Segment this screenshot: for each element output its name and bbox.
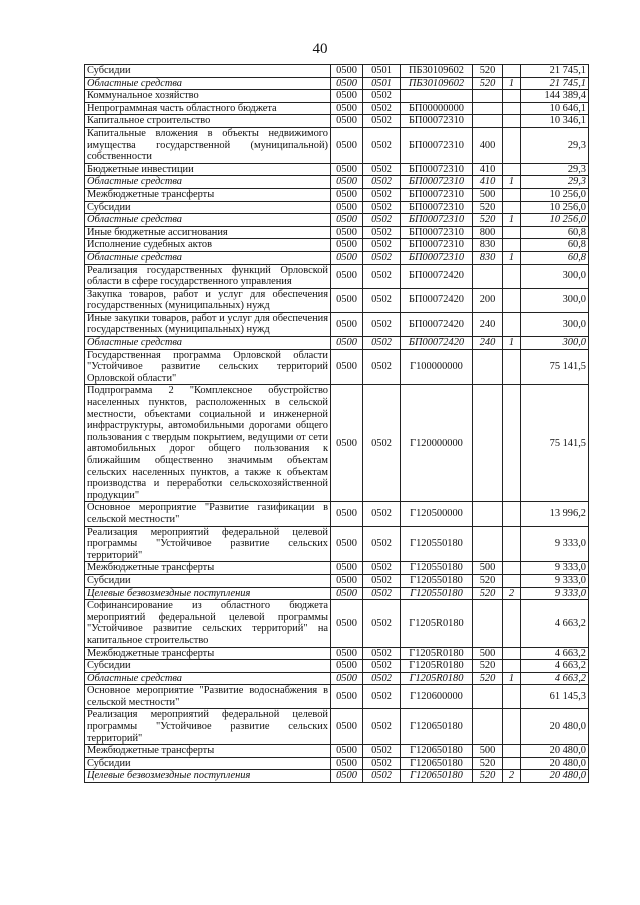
row-name-cell: Субсидии [85, 574, 331, 587]
row-name-cell: Основное мероприятие "Развитие газификации в сельской местности" [85, 502, 331, 526]
target-article-cell: БП00072310 [401, 226, 473, 239]
expense-type-cell: 410 [473, 176, 503, 189]
amount-cell: 20 480,0 [521, 745, 589, 758]
section-code-cell: 0500 [331, 312, 363, 336]
source-cell [503, 163, 521, 176]
section-code-cell: 0500 [331, 288, 363, 312]
amount-cell: 144 389,4 [521, 90, 589, 103]
target-article-cell: Г120650180 [401, 757, 473, 770]
row-name-cell: Реализация мероприятий федеральной целевой программы "Устойчивое развитие сельских территорий" [85, 526, 331, 562]
source-cell [503, 239, 521, 252]
row-name-cell: Государственная программа Орловской области "Устойчивое развитие сельских территорий Орловской области" [85, 349, 331, 385]
subsection-code-cell: 0502 [363, 600, 401, 647]
subsection-code-cell: 0502 [363, 587, 401, 600]
source-cell: 1 [503, 77, 521, 90]
expense-type-cell [473, 502, 503, 526]
section-code-cell: 0500 [331, 251, 363, 264]
row-name-cell: Подпрограмма 2 "Комплексное обустройство населенных пунктов, расположенных в сельской местности, объектами социальной и инженерной инфраструктуры, автомобильными дорогами общего пользования с твердым покрытием, ведущими от сети автомобильных дорог общего пользования к ближайшим общественно значимым объектам сельских населенных пунктов, а также к объектам производства и переработки сельскохозяйственной продукции" [85, 385, 331, 502]
amount-cell: 21 745,1 [521, 65, 589, 78]
row-name-cell: Субсидии [85, 757, 331, 770]
amount-cell: 60,8 [521, 226, 589, 239]
section-code-cell: 0500 [331, 226, 363, 239]
expense-type-cell: 520 [473, 672, 503, 685]
amount-cell: 10 256,0 [521, 188, 589, 201]
row-name-cell: Областные средства [85, 337, 331, 350]
expense-type-cell [473, 526, 503, 562]
expense-type-cell [473, 102, 503, 115]
source-cell [503, 647, 521, 660]
row-name-cell: Коммунальное хозяйство [85, 90, 331, 103]
table-row [85, 251, 589, 264]
row-name-cell: Областные средства [85, 251, 331, 264]
row-name-cell: Областные средства [85, 214, 331, 227]
section-code-cell: 0500 [331, 188, 363, 201]
row-name-cell: Закупка товаров, работ и услуг для обеспечения государственных (муниципальных) нужд [85, 288, 331, 312]
subsection-code-cell: 0502 [363, 201, 401, 214]
subsection-code-cell: 0502 [363, 349, 401, 385]
expense-type-cell: 520 [473, 77, 503, 90]
subsection-code-cell: 0502 [363, 385, 401, 502]
source-cell: 1 [503, 251, 521, 264]
section-code-cell: 0500 [331, 660, 363, 673]
table-row [85, 115, 589, 128]
amount-cell: 10 346,1 [521, 115, 589, 128]
row-name-cell: Иные бюджетные ассигнования [85, 226, 331, 239]
expense-type-cell: 520 [473, 201, 503, 214]
target-article-cell: БП00000000 [401, 102, 473, 115]
target-article-cell: БП00072310 [401, 127, 473, 163]
target-article-cell: Г120000000 [401, 385, 473, 502]
source-cell: 1 [503, 672, 521, 685]
row-name-cell: Субсидии [85, 201, 331, 214]
budget-table-body [85, 65, 589, 783]
expense-type-cell: 520 [473, 587, 503, 600]
table-row [85, 757, 589, 770]
subsection-code-cell: 0502 [363, 90, 401, 103]
target-article-cell: БП00072310 [401, 201, 473, 214]
section-code-cell: 0500 [331, 176, 363, 189]
section-code-cell: 0500 [331, 214, 363, 227]
source-cell [503, 574, 521, 587]
amount-cell: 20 480,0 [521, 770, 589, 783]
table-row [85, 526, 589, 562]
expense-type-cell: 830 [473, 239, 503, 252]
target-article-cell: БП00072420 [401, 312, 473, 336]
section-code-cell: 0500 [331, 337, 363, 350]
expense-type-cell: 500 [473, 745, 503, 758]
row-name-cell: Областные средства [85, 176, 331, 189]
target-article-cell: Г120550180 [401, 526, 473, 562]
section-code-cell: 0500 [331, 574, 363, 587]
table-row [85, 647, 589, 660]
source-cell: 2 [503, 770, 521, 783]
section-code-cell: 0500 [331, 685, 363, 709]
amount-cell: 20 480,0 [521, 709, 589, 745]
section-code-cell: 0500 [331, 647, 363, 660]
subsection-code-cell: 0501 [363, 77, 401, 90]
amount-cell: 4 663,2 [521, 660, 589, 673]
amount-cell: 300,0 [521, 264, 589, 288]
amount-cell: 300,0 [521, 288, 589, 312]
amount-cell: 29,3 [521, 127, 589, 163]
section-code-cell: 0500 [331, 587, 363, 600]
target-article-cell: БП00072420 [401, 337, 473, 350]
subsection-code-cell: 0502 [363, 226, 401, 239]
source-cell [503, 600, 521, 647]
row-name-cell: Реализация мероприятий федеральной целевой программы "Устойчивое развитие сельских территорий" [85, 709, 331, 745]
expense-type-cell: 500 [473, 647, 503, 660]
section-code-cell: 0500 [331, 770, 363, 783]
table-row [85, 349, 589, 385]
target-article-cell: Г120550180 [401, 562, 473, 575]
source-cell: 1 [503, 214, 521, 227]
row-name-cell: Областные средства [85, 672, 331, 685]
section-code-cell: 0500 [331, 385, 363, 502]
source-cell [503, 102, 521, 115]
section-code-cell: 0500 [331, 672, 363, 685]
expense-type-cell [473, 385, 503, 502]
source-cell [503, 90, 521, 103]
target-article-cell: Г120650180 [401, 770, 473, 783]
subsection-code-cell: 0502 [363, 709, 401, 745]
amount-cell: 9 333,0 [521, 574, 589, 587]
amount-cell: 4 663,2 [521, 600, 589, 647]
expense-type-cell: 410 [473, 163, 503, 176]
section-code-cell: 0500 [331, 163, 363, 176]
expense-type-cell: 520 [473, 574, 503, 587]
amount-cell: 75 141,5 [521, 349, 589, 385]
target-article-cell: ПБ30109602 [401, 77, 473, 90]
subsection-code-cell: 0502 [363, 574, 401, 587]
target-article-cell [401, 90, 473, 103]
target-article-cell: Г120600000 [401, 685, 473, 709]
table-row [85, 745, 589, 758]
table-row [85, 502, 589, 526]
subsection-code-cell: 0502 [363, 745, 401, 758]
subsection-code-cell: 0502 [363, 115, 401, 128]
target-article-cell: БП00072310 [401, 115, 473, 128]
subsection-code-cell: 0502 [363, 660, 401, 673]
amount-cell: 9 333,0 [521, 587, 589, 600]
amount-cell: 29,3 [521, 163, 589, 176]
subsection-code-cell: 0502 [363, 502, 401, 526]
amount-cell: 75 141,5 [521, 385, 589, 502]
row-name-cell: Исполнение судебных актов [85, 239, 331, 252]
table-row [85, 65, 589, 78]
table-row [85, 239, 589, 252]
section-code-cell: 0500 [331, 264, 363, 288]
row-name-cell: Субсидии [85, 65, 331, 78]
target-article-cell: БП00072310 [401, 251, 473, 264]
target-article-cell: Г120650180 [401, 745, 473, 758]
expense-type-cell [473, 90, 503, 103]
source-cell [503, 502, 521, 526]
subsection-code-cell: 0502 [363, 264, 401, 288]
target-article-cell: Г1205R0180 [401, 647, 473, 660]
table-row [85, 288, 589, 312]
section-code-cell: 0500 [331, 709, 363, 745]
table-row [85, 188, 589, 201]
subsection-code-cell: 0502 [363, 239, 401, 252]
subsection-code-cell: 0502 [363, 562, 401, 575]
section-code-cell: 0500 [331, 502, 363, 526]
row-name-cell: Софинансирование из областного бюджета мероприятий федеральной целевой программы "Устойчивое развитие сельских территорий" на капитальное строительство [85, 600, 331, 647]
section-code-cell: 0500 [331, 201, 363, 214]
target-article-cell: Г120650180 [401, 709, 473, 745]
source-cell [503, 201, 521, 214]
row-name-cell: Капитальные вложения в объекты недвижимого имущества государственной (муниципальной) собственности [85, 127, 331, 163]
amount-cell: 9 333,0 [521, 526, 589, 562]
amount-cell: 61 145,3 [521, 685, 589, 709]
table-row [85, 77, 589, 90]
table-row [85, 562, 589, 575]
subsection-code-cell: 0502 [363, 288, 401, 312]
table-row [85, 226, 589, 239]
section-code-cell: 0500 [331, 90, 363, 103]
row-name-cell: Целевые безвозмездные поступления [85, 770, 331, 783]
subsection-code-cell: 0502 [363, 163, 401, 176]
source-cell [503, 349, 521, 385]
source-cell [503, 385, 521, 502]
table-row [85, 587, 589, 600]
section-code-cell: 0500 [331, 562, 363, 575]
amount-cell: 21 745,1 [521, 77, 589, 90]
expense-type-cell: 500 [473, 562, 503, 575]
target-article-cell: Г120550180 [401, 574, 473, 587]
table-row [85, 163, 589, 176]
expense-type-cell: 830 [473, 251, 503, 264]
table-row [85, 385, 589, 502]
subsection-code-cell: 0502 [363, 312, 401, 336]
expense-type-cell [473, 264, 503, 288]
section-code-cell: 0500 [331, 127, 363, 163]
expense-type-cell [473, 349, 503, 385]
subsection-code-cell: 0502 [363, 647, 401, 660]
subsection-code-cell: 0502 [363, 214, 401, 227]
section-code-cell: 0500 [331, 65, 363, 78]
subsection-code-cell: 0502 [363, 757, 401, 770]
table-row [85, 176, 589, 189]
subsection-code-cell: 0501 [363, 65, 401, 78]
expense-type-cell [473, 600, 503, 647]
subsection-code-cell: 0502 [363, 188, 401, 201]
subsection-code-cell: 0502 [363, 685, 401, 709]
amount-cell: 13 996,2 [521, 502, 589, 526]
section-code-cell: 0500 [331, 600, 363, 647]
row-name-cell: Основное мероприятие "Развитие водоснабжения в сельской местности" [85, 685, 331, 709]
amount-cell: 60,8 [521, 251, 589, 264]
budget-table [84, 64, 589, 783]
expense-type-cell: 520 [473, 214, 503, 227]
row-name-cell: Субсидии [85, 660, 331, 673]
amount-cell: 10 646,1 [521, 102, 589, 115]
row-name-cell: Бюджетные инвестиции [85, 163, 331, 176]
row-name-cell: Межбюджетные трансферты [85, 745, 331, 758]
subsection-code-cell: 0502 [363, 102, 401, 115]
target-article-cell: Г1205R0180 [401, 600, 473, 647]
expense-type-cell [473, 115, 503, 128]
source-cell [503, 115, 521, 128]
section-code-cell: 0500 [331, 757, 363, 770]
source-cell [503, 709, 521, 745]
expense-type-cell: 520 [473, 65, 503, 78]
source-cell [503, 745, 521, 758]
amount-cell: 10 256,0 [521, 201, 589, 214]
row-name-cell: Иные закупки товаров, работ и услуг для обеспечения государственных (муниципальных) нужд [85, 312, 331, 336]
row-name-cell: Межбюджетные трансферты [85, 647, 331, 660]
source-cell [503, 188, 521, 201]
row-name-cell: Капитальное строительство [85, 115, 331, 128]
section-code-cell: 0500 [331, 745, 363, 758]
table-row [85, 600, 589, 647]
source-cell [503, 660, 521, 673]
amount-cell: 300,0 [521, 337, 589, 350]
table-row [85, 660, 589, 673]
target-article-cell: БП00072420 [401, 288, 473, 312]
target-article-cell: Г120550180 [401, 587, 473, 600]
table-row [85, 214, 589, 227]
table-row [85, 574, 589, 587]
section-code-cell: 0500 [331, 115, 363, 128]
page-number: 40 [312, 41, 328, 57]
expense-type-cell: 240 [473, 312, 503, 336]
table-row [85, 312, 589, 336]
expense-type-cell: 800 [473, 226, 503, 239]
target-article-cell: БП00072310 [401, 239, 473, 252]
source-cell: 1 [503, 176, 521, 189]
section-code-cell: 0500 [331, 349, 363, 385]
expense-type-cell: 520 [473, 757, 503, 770]
table-row [85, 709, 589, 745]
table-row [85, 90, 589, 103]
section-code-cell: 0500 [331, 239, 363, 252]
target-article-cell: БП00072310 [401, 176, 473, 189]
expense-type-cell: 200 [473, 288, 503, 312]
source-cell [503, 757, 521, 770]
table-row [85, 102, 589, 115]
table-row [85, 685, 589, 709]
target-article-cell: Г100000000 [401, 349, 473, 385]
target-article-cell: Г120500000 [401, 502, 473, 526]
expense-type-cell [473, 709, 503, 745]
subsection-code-cell: 0502 [363, 672, 401, 685]
source-cell [503, 312, 521, 336]
row-name-cell: Межбюджетные трансферты [85, 562, 331, 575]
subsection-code-cell: 0502 [363, 526, 401, 562]
amount-cell: 60,8 [521, 239, 589, 252]
expense-type-cell: 520 [473, 770, 503, 783]
expense-type-cell: 520 [473, 660, 503, 673]
table-row [85, 127, 589, 163]
amount-cell: 4 663,2 [521, 647, 589, 660]
source-cell [503, 685, 521, 709]
target-article-cell: БП00072420 [401, 264, 473, 288]
row-name-cell: Целевые безвозмездные поступления [85, 587, 331, 600]
table-row [85, 770, 589, 783]
source-cell [503, 65, 521, 78]
amount-cell: 9 333,0 [521, 562, 589, 575]
target-article-cell: Г1205R0180 [401, 660, 473, 673]
source-cell [503, 562, 521, 575]
source-cell [503, 526, 521, 562]
target-article-cell: ПБ30109602 [401, 65, 473, 78]
source-cell [503, 264, 521, 288]
section-code-cell: 0500 [331, 102, 363, 115]
table-row [85, 337, 589, 350]
source-cell: 2 [503, 587, 521, 600]
table-row [85, 264, 589, 288]
table-row [85, 201, 589, 214]
amount-cell: 29,3 [521, 176, 589, 189]
row-name-cell: Непрограммная часть областного бюджета [85, 102, 331, 115]
subsection-code-cell: 0502 [363, 251, 401, 264]
source-cell [503, 226, 521, 239]
amount-cell: 300,0 [521, 312, 589, 336]
row-name-cell: Областные средства [85, 77, 331, 90]
amount-cell: 4 663,2 [521, 672, 589, 685]
source-cell [503, 288, 521, 312]
target-article-cell: БП00072310 [401, 214, 473, 227]
expense-type-cell: 400 [473, 127, 503, 163]
expense-type-cell: 240 [473, 337, 503, 350]
subsection-code-cell: 0502 [363, 127, 401, 163]
amount-cell: 10 256,0 [521, 214, 589, 227]
subsection-code-cell: 0502 [363, 770, 401, 783]
section-code-cell: 0500 [331, 77, 363, 90]
expense-type-cell: 500 [473, 188, 503, 201]
amount-cell: 20 480,0 [521, 757, 589, 770]
section-code-cell: 0500 [331, 526, 363, 562]
row-name-cell: Реализация государственных функций Орловской области в сфере государственного управления [85, 264, 331, 288]
expense-type-cell [473, 685, 503, 709]
target-article-cell: БП00072310 [401, 163, 473, 176]
target-article-cell: Г1205R0180 [401, 672, 473, 685]
subsection-code-cell: 0502 [363, 176, 401, 189]
row-name-cell: Межбюджетные трансферты [85, 188, 331, 201]
table-row [85, 672, 589, 685]
subsection-code-cell: 0502 [363, 337, 401, 350]
target-article-cell: БП00072310 [401, 188, 473, 201]
source-cell: 1 [503, 337, 521, 350]
source-cell [503, 127, 521, 163]
